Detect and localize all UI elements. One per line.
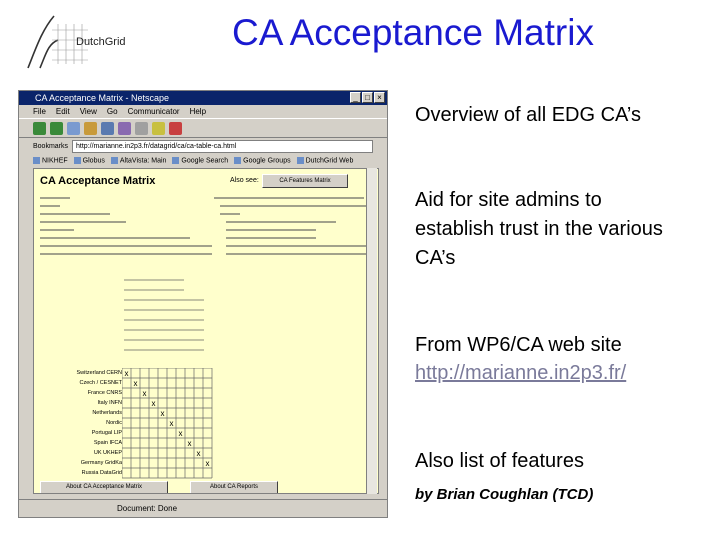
matrix-row-label: Netherlands bbox=[92, 410, 122, 416]
stop-icon[interactable] bbox=[169, 122, 182, 135]
bookmark-icon bbox=[111, 157, 118, 164]
bookmarks-label[interactable]: Bookmarks bbox=[33, 142, 69, 150]
navigation-toolbar bbox=[19, 118, 387, 138]
bookmark-item[interactable] bbox=[111, 157, 167, 164]
personal-toolbar bbox=[19, 154, 387, 167]
menu-help[interactable]: Help bbox=[189, 107, 207, 116]
svg-text:x: x bbox=[178, 429, 183, 438]
minimize-icon[interactable]: _ bbox=[350, 92, 361, 103]
menu-communicator[interactable]: Communicator bbox=[127, 107, 180, 116]
back-icon[interactable] bbox=[33, 122, 46, 135]
home-icon[interactable] bbox=[84, 122, 97, 135]
matrix-row-label: Italy INFN bbox=[97, 400, 122, 406]
bullet-overview: Overview of all EDG CA’s bbox=[415, 104, 641, 126]
matrix-row-label: UK UKHEP bbox=[93, 450, 122, 456]
svg-text:x: x bbox=[160, 409, 165, 418]
bookmark-icon bbox=[74, 157, 81, 164]
matrix-row-label: Russia DataGrid bbox=[81, 470, 122, 476]
matrix-row-label: Czech / CESNET bbox=[79, 380, 122, 386]
search-icon[interactable] bbox=[101, 122, 114, 135]
web-page-content bbox=[33, 168, 379, 494]
location-bar bbox=[19, 139, 387, 153]
bookmark-item[interactable] bbox=[297, 157, 354, 164]
window-titlebar: CA Acceptance Matrix - Netscape bbox=[19, 91, 387, 105]
netscape-icon[interactable] bbox=[118, 122, 131, 135]
svg-text:x: x bbox=[142, 389, 147, 398]
svg-text:x: x bbox=[187, 439, 192, 448]
reload-icon[interactable] bbox=[67, 122, 80, 135]
also-see-label: Also see: bbox=[230, 177, 259, 184]
bookmark-item[interactable] bbox=[172, 157, 228, 164]
slide-title: CA Acceptance Matrix bbox=[232, 12, 594, 53]
bullet-features: Also list of features bbox=[415, 450, 584, 472]
about-matrix-button[interactable]: About CA Acceptance Matrix bbox=[40, 481, 168, 494]
bullet-source: From WP6/CA web site bbox=[415, 334, 622, 356]
svg-text:x: x bbox=[169, 419, 174, 428]
bookmark-icon bbox=[297, 157, 304, 164]
bullet-aid: Aid for site admins to establish trust in the various CA’s bbox=[415, 189, 663, 269]
bookmark-item[interactable] bbox=[33, 157, 68, 164]
matrix-row-label: Portugal LIP bbox=[91, 430, 122, 436]
slide-header bbox=[0, 0, 720, 78]
matrix-row-label: Switzerland CERN bbox=[76, 370, 122, 376]
security-icon[interactable] bbox=[152, 122, 165, 135]
forward-icon[interactable] bbox=[50, 122, 63, 135]
vertical-scrollbar[interactable] bbox=[366, 168, 377, 494]
author-byline: by Brian Coughlan (TCD) bbox=[415, 486, 594, 503]
svg-text:x: x bbox=[133, 379, 138, 388]
bookmark-item[interactable] bbox=[74, 157, 105, 164]
matrix-row-label: Spain IFCA bbox=[93, 440, 122, 446]
matrix-row-label: Nordic bbox=[106, 420, 122, 426]
browser-screenshot bbox=[18, 90, 388, 518]
maximize-icon[interactable]: □ bbox=[362, 92, 373, 103]
print-icon[interactable] bbox=[135, 122, 148, 135]
bookmark-label: DutchGrid Web bbox=[305, 157, 354, 165]
status-bar: Document: Done bbox=[19, 499, 387, 517]
menu-go[interactable]: Go bbox=[106, 107, 118, 116]
matrix-grid bbox=[122, 368, 222, 480]
matrix-row-label: Germany GridKa bbox=[80, 460, 122, 466]
svg-text:x: x bbox=[196, 449, 201, 458]
ca-features-button[interactable]: CA Features Matrix bbox=[262, 174, 348, 188]
menu-edit[interactable]: Edit bbox=[55, 107, 70, 116]
bookmark-label: NIKHEF bbox=[42, 157, 68, 165]
window-controls bbox=[350, 92, 385, 103]
source-link[interactable]: http://marianne.in2p3.fr/ bbox=[415, 362, 627, 384]
bookmark-icon bbox=[172, 157, 179, 164]
svg-text:x: x bbox=[205, 459, 210, 468]
menu-file[interactable]: File bbox=[33, 107, 46, 116]
bookmark-icon bbox=[33, 157, 40, 164]
bookmark-icon bbox=[234, 157, 241, 164]
close-icon[interactable]: × bbox=[374, 92, 385, 103]
menu-view[interactable]: View bbox=[79, 107, 97, 116]
svg-text:x: x bbox=[151, 399, 156, 408]
bookmark-item[interactable] bbox=[234, 157, 290, 164]
bookmark-label: Google Groups bbox=[243, 157, 291, 165]
url-input[interactable]: http://marianne.in2p3.fr/datagrid/ca/ca-table-ca.html bbox=[72, 140, 373, 153]
matrix-row-label: France CNRS bbox=[87, 390, 122, 396]
logo-text: DutchGrid bbox=[76, 36, 126, 48]
page-heading: CA Acceptance Matrix bbox=[40, 175, 156, 187]
about-ca-reports-button[interactable]: About CA Reports bbox=[190, 481, 278, 494]
bookmark-label: Globus bbox=[82, 157, 105, 165]
bookmark-label: AltaVista: Main bbox=[119, 157, 167, 165]
bookmark-label: Google Search bbox=[181, 157, 229, 165]
menu-bar bbox=[19, 105, 387, 118]
dutchgrid-logo bbox=[18, 10, 138, 74]
svg-text:x: x bbox=[124, 369, 129, 378]
